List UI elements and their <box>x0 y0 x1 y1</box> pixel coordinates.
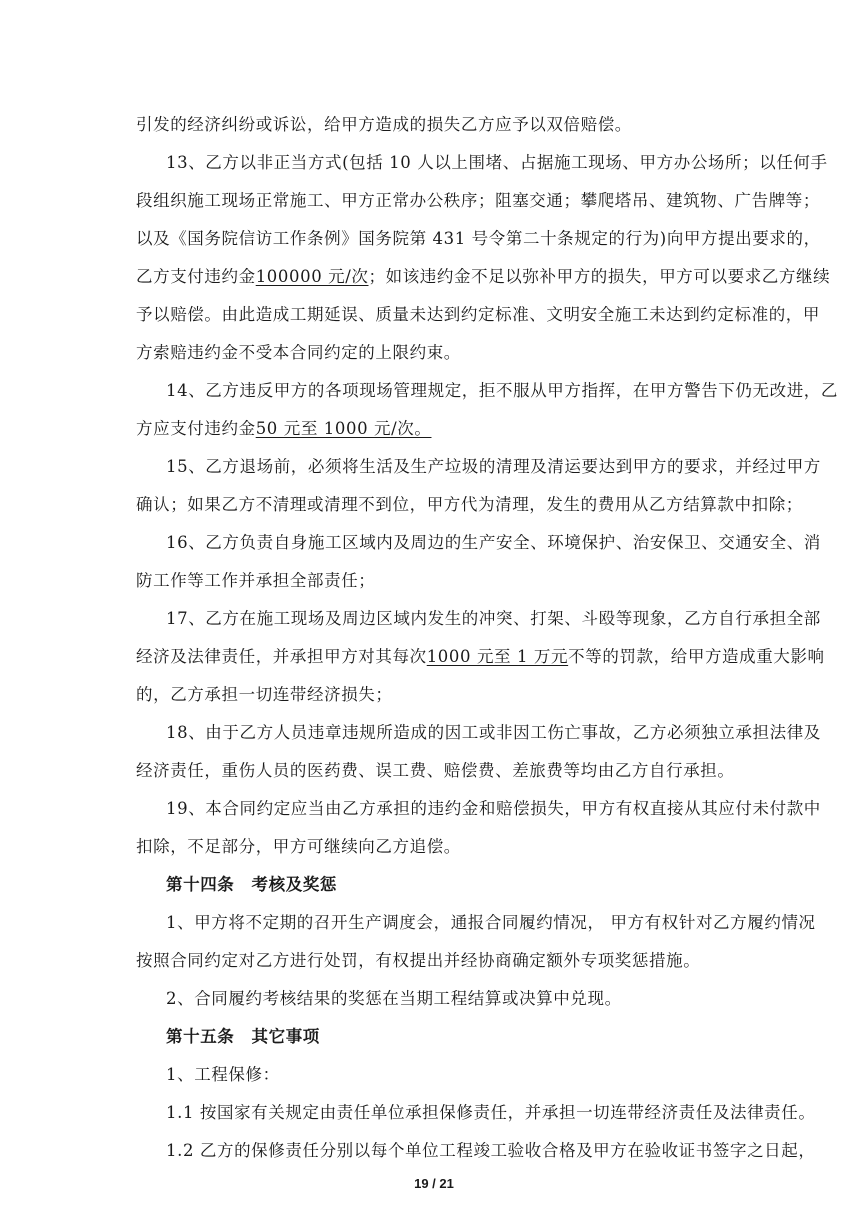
clause-18-line: 18、由于乙方人员违章违规所造成的因工或非因工伤亡事故，乙方必须独立承担法律及 <box>166 723 821 742</box>
text-line: 2、合同履约考核结果的奖惩在当期工程结算或决算中兑现。 <box>166 989 622 1008</box>
clause-16-line: 16、乙方负责自身施工区域内及周边的生产安全、环境保护、治安保卫、交通安全、消 <box>166 533 821 552</box>
text-line: 以及《国务院信访工作条例》国务院第 431 号令第二十条规定的行为)向甲方提出要求的， <box>136 229 821 248</box>
text-line: 按照合同约定对乙方进行处罚，有权提出并经协商确定额外专项奖惩措施。 <box>136 951 701 970</box>
text-line: 予以赔偿。由此造成工期延误、质量未达到约定标准、文明安全施工未达到约定标准的，甲 <box>136 305 820 324</box>
clause-14-line: 14、乙方违反甲方的各项现场管理规定，拒不服从甲方指挥，在甲方警告下仍无改进，乙 <box>166 381 838 400</box>
section-heading-14: 第十四条 考核及奖惩 <box>166 875 337 894</box>
section-heading-15: 第十五条 其它事项 <box>166 1027 320 1046</box>
text-line: 经济及法律责任，并承担甲方对其每次1000 元至 1 万元不等的罚款，给甲方造成重大影响 <box>136 647 825 666</box>
penalty-amount: 100000 元/次 <box>255 267 369 286</box>
text-line: 扣除，不足部分，甲方可继续向乙方追偿。 <box>136 837 461 856</box>
text-line: 确认；如果乙方不清理或清理不到位，甲方代为清理，发生的费用从乙方结算款中扣除； <box>136 495 803 514</box>
text-line: 引发的经济纠纷或诉讼，给甲方造成的损失乙方应予以双倍赔偿。 <box>136 115 632 134</box>
text-line: 段组织施工现场正常施工、甲方正常办公秩序；阻塞交通；攀爬塔吊、建筑物、广告牌等； <box>136 191 820 210</box>
penalty-amount: 1000 元至 1 万元 <box>426 647 569 666</box>
text-line: 1、工程保修： <box>166 1065 280 1084</box>
text-line: 经济责任，重伤人员的医药费、误工费、赔偿费、差旅费等均由乙方自行承担。 <box>136 761 735 780</box>
text-line: 1、甲方将不定期的召开生产调度会，通报合同履约情况， 甲方有权针对乙方履约情况 <box>166 913 816 932</box>
clause-15-line: 15、乙方退场前，必须将生活及生产垃圾的清理及清运要达到甲方的要求，并经过甲方 <box>166 457 821 476</box>
text-line: 的，乙方承担一切连带经济损失； <box>136 685 393 704</box>
penalty-amount: 50 元至 1000 元/次。 <box>255 419 432 438</box>
text-line: 方索赔违约金不受本合同约定的上限约束。 <box>136 343 461 362</box>
text-line: 乙方支付违约金100000 元/次；如该违约金不足以弥补甲方的损失，甲方可以要求乙方继续 <box>136 267 831 286</box>
text-line: 方应支付违约金50 元至 1000 元/次。 <box>136 419 432 438</box>
text-line: 1.1 按国家有关规定由责任单位承担保修责任，并承担一切连带经济责任及法律责任。 <box>166 1103 816 1122</box>
page-number: 19 / 21 <box>414 1176 454 1191</box>
text-line: 1.2 乙方的保修责任分别以每个单位工程竣工验收合格及甲方在验收证书签字之日起， <box>166 1141 816 1160</box>
clause-17-line: 17、乙方在施工现场及周边区域内发生的冲突、打架、斗殴等现象，乙方自行承担全部 <box>166 609 821 628</box>
clause-13-line: 13、乙方以非正当方式(包括 10 人以上围堵、占据施工现场、甲方办公场所；以任何手 <box>166 153 828 172</box>
text-line: 防工作等工作并承担全部责任； <box>136 571 376 590</box>
clause-19-line: 19、本合同约定应当由乙方承担的违约金和赔偿损失，甲方有权直接从其应付未付款中 <box>166 799 821 818</box>
